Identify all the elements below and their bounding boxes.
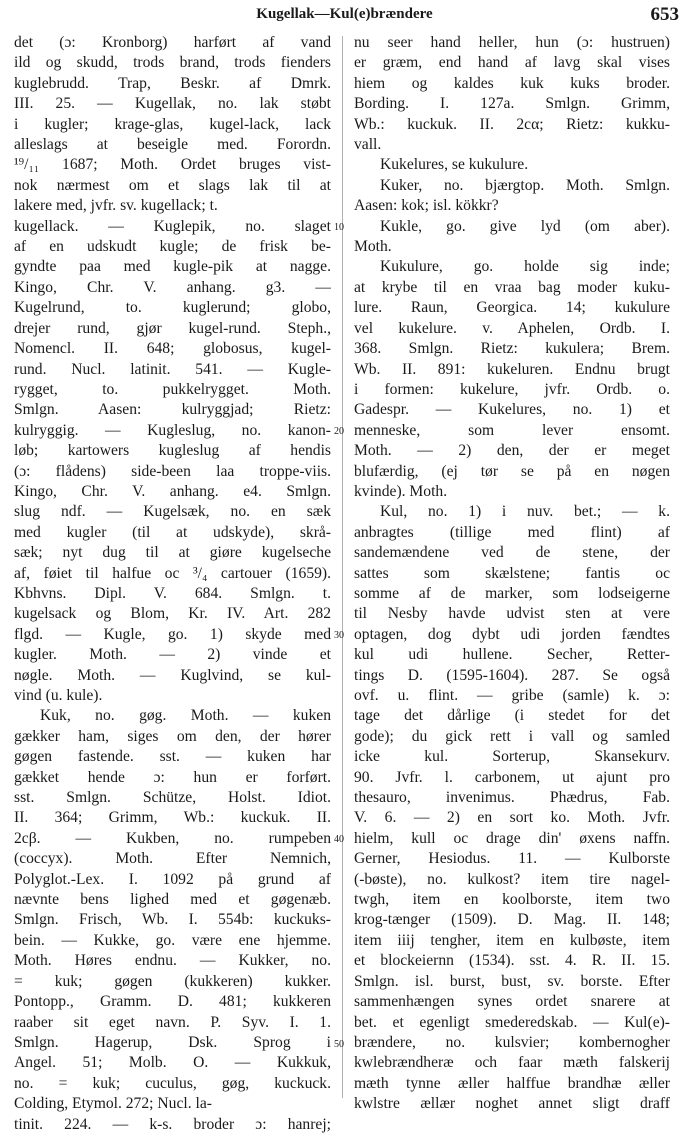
text-line: et blockeiernn (1534). sst. 4. R. II. 15. [354, 952, 670, 970]
text-line: i formen: kukelure, jvfr. Ordb. o. [354, 380, 670, 398]
text-line: til Nesby havde udvist sten at vere [354, 605, 670, 623]
text-line: Smlgn. Aasen: kulryggjad; Rietz: [14, 401, 331, 419]
text-line: no. = kuk; cuculus, gøg, kuckuck. [14, 1074, 331, 1092]
text-line: lakere med, jvfr. sv. kugellack; t. [14, 197, 218, 215]
text-line: Kuk, no. gøg. Moth. — kuken [40, 707, 331, 725]
text-line: Nomencl. II. 648; globosus, kugel- [14, 340, 331, 358]
text-line: hiem og kaldes kuk kuks broder. [354, 74, 670, 92]
text-line: gækker ham, siges om den, der hører [14, 727, 331, 745]
text-line: sandemændene ved de stene, der [354, 544, 670, 562]
text-line: kvinde). Moth. [354, 482, 448, 500]
text-line: hielm, kull oc drage din' øxens naffn. [354, 829, 670, 847]
text-line: nævnte bens lighed med et gøgenæb. [14, 891, 331, 909]
text-line: bet. et egenligt smederedskab. — Kul(e)- [354, 1013, 670, 1031]
text-line: sæk; nyt dug til at giøre kugelseche [14, 544, 331, 562]
text-line: krog-tænger (1509). D. Mag. II. 148; [354, 911, 670, 929]
text-line: raaber sit eget navn. P. Syv. I. 1. [14, 1013, 331, 1031]
text-line: Kingo, Chr. V. anhang. e4. Smlgn. [14, 482, 331, 500]
text-line: Smlgn. Hagerup, Dsk. Sprog i [14, 1033, 331, 1051]
text-line: item iiij tengher, item en kulbøste, item [354, 931, 670, 949]
text-line: alleslags at beseigle med. Forordn. [14, 136, 331, 154]
text-line: Pontopp., Gramm. D. 481; kukkeren [14, 993, 331, 1011]
line-number: 10 [334, 221, 344, 233]
text-line: somme af de marker, som lodseigerne [354, 584, 670, 602]
text-line: kugellack. — Kuglepik, no. slaget [14, 217, 331, 235]
text-line: Moth. — 2) den, der er meget [354, 442, 670, 460]
text-line: kwlebrændheræ och faar mæth falskerij [354, 1054, 670, 1072]
left-column [14, 33, 331, 1135]
text-line: nu seer hand heller, hun (ɔ: hustruen) [354, 34, 670, 51]
text-line: i kugler; krage-glas, kugel-lack, lack [14, 115, 331, 133]
text-line: (-bøste), no. kulkost? item tire nagel- [354, 870, 670, 888]
text-line: Moth. [354, 238, 392, 256]
text-line: kwlstre ællær noghet annet sligt draff [354, 1095, 670, 1113]
text-line: det (ɔ: Kronborg) harført af vand [14, 34, 331, 51]
text-line: kul udi hullene. Secher, Retter- [354, 646, 670, 664]
text-line: med kugler (til at udskyde), skrå- [14, 523, 331, 541]
text-line: at krybe til en vraa bag moder kuku- [354, 278, 670, 296]
text-line: kulryggig. — Kugleslug, no. kanon- [14, 421, 331, 439]
text-line: twgh, item en koolborste, item two [354, 891, 670, 909]
text-line: Angel. 51; Molb. O. — Kukkuk, [14, 1054, 331, 1072]
text-line: gækket hende ɔ: hun er forført. [14, 768, 331, 786]
text-line: Kukle, go. give lyd (om aber). [380, 217, 670, 235]
text-line: af en udskudt kugle; de frisk be- [14, 238, 331, 256]
text-line: (coccyx). Moth. Efter Nemnich, [14, 850, 331, 868]
text-line: optagen, dog dybt udi jorden fændtes [354, 625, 670, 643]
text-line: drejer rund, gjør kugel-rund. Steph., [14, 319, 331, 337]
text-line: 2cβ. — Kukben, no. rumpeben [14, 829, 331, 847]
text-line: thesauro, invenimus. Phædrus, Fab. [354, 789, 670, 807]
text-line: gøgen fastende. sst. — kuken har [14, 748, 331, 766]
text-line: blufærdig, (ej tør se på en nøgen [354, 462, 670, 480]
text-line: Bording. I. 127a. Smlgn. Grimm, [354, 95, 670, 113]
text-line: Kbhvns. Dipl. V. 684. Smlgn. t. [14, 584, 331, 602]
line-number: 40 [334, 834, 344, 846]
text-line: gode); du gick rett i vall og samled [354, 727, 670, 745]
text-line: kugelsack og Blom, Kr. IV. Art. 282 [14, 605, 331, 623]
text-line: 90. Jvfr. l. carbonem, ut ajunt pro [354, 768, 670, 786]
text-line: ovf. u. flint. — gribe (samle) k. ɔ: [354, 687, 670, 704]
text-line: Kugelrund, to. kuglerund; globo, [14, 299, 331, 317]
text-line: II. 364; Grimm, Wb.: kuckuk. II. [14, 809, 331, 827]
text-line: vall. [354, 136, 382, 154]
running-header [0, 4, 689, 26]
text-line: V. 6. — 2) en sort ko. Moth. Jvfr. [354, 809, 670, 827]
text-line: rygget, to. pukkelrygget. Moth. [14, 380, 331, 398]
text-line: Aasen: kok; isl. kökkr? [354, 197, 499, 215]
line-number: 20 [334, 425, 344, 437]
right-column [354, 33, 670, 1115]
text-line: er græm, end hand af lavg skal vises [354, 54, 670, 72]
text-line: rund. Nucl. latinit. 541. — Kugle- [14, 360, 331, 378]
text-line: gyndte paa med kugle-pik at nagge. [14, 258, 331, 276]
text-line: lure. Raun, Georgica. 14; kukulure [354, 299, 670, 317]
text-line: tage det dårlige (i stedet for det [354, 707, 670, 725]
text-line: vel kukelure. v. Aphelen, Ordb. I. [354, 319, 670, 337]
text-line: bein. — Kukke, go. være ene hjemme. [14, 931, 331, 949]
text-line: brændere, no. kulsvier; kombernogher [354, 1033, 670, 1051]
text-line: Polyglot.-Lex. I. 1092 på grund af [14, 870, 331, 888]
text-line: menneske, som lever ensomt. [354, 421, 670, 439]
text-line: Kul, no. 1) i nuv. bet.; — k. [380, 503, 670, 521]
text-line: Gerner, Hesiodus. 11. — Kulborste [354, 850, 670, 868]
text-line: Smlgn. Frisch, Wb. I. 554b: kuckuks- [14, 911, 331, 929]
text-line: icke kul. Sorterup, Skansekurv. [354, 748, 670, 766]
text-line: løb; kartowers kugleslug af hendis [14, 442, 331, 460]
page-number: 653 [650, 4, 679, 25]
line-number: 30 [334, 630, 344, 642]
text-line: nok nærmest om et slags lak til at [14, 176, 331, 194]
text-line: Kukelures, se kukulure. [380, 156, 529, 174]
text-line: 368. Smlgn. Rietz: kukulera; Brem. [354, 340, 670, 358]
text-line: (ɔ: flådens) side-been laa troppe-viis. [14, 462, 331, 480]
text-line: sattes som skælstene; fantis oc [354, 564, 670, 582]
line-number: 50 [334, 1038, 344, 1050]
text-line: = kuk; gøgen (kukkeren) kukker. [14, 972, 331, 990]
text-line: Moth. Høres endnu. — Kukker, no. [14, 952, 331, 970]
text-line: Gadespr. — Kukelures, no. 1) et [354, 401, 670, 419]
text-line: sst. Smlgn. Schütze, Holst. Idiot. [14, 789, 331, 807]
text-line: Smlgn. isl. burst, bust, sv. borste. Efter [354, 972, 670, 990]
text-line: vind (u. kule). [14, 687, 103, 704]
text-line: Colding, Etymol. 272; Nucl. la- [14, 1095, 212, 1113]
text-line: mæth tynne æller halffue brandhæ æller [354, 1074, 670, 1092]
text-line: Wb. II. 891: kukeluren. Endnu brugt [354, 360, 670, 378]
text-line: sammenhængen synes ordet snarere at [354, 993, 670, 1011]
text-line: flgd. — Kugle, go. 1) skyde med [14, 625, 331, 643]
header-title: Kugellak—Kul(e)brændere [256, 6, 433, 22]
text-line: anbragtes (tillige med flint) af [354, 523, 670, 541]
text-line: nøgle. Moth. — Kuglvind, se kul- [14, 666, 331, 684]
text-line: kugler. Moth. — 2) vinde et [14, 646, 331, 664]
text-line: Kukulure, go. holde sig inde; [380, 258, 670, 276]
text-line: af, føiet til halfue oc ³/₄ cartouer (1659). [14, 564, 331, 582]
text-line: slug ndf. — Kugelsæk, no. en sæk [14, 503, 331, 521]
text-line: tings D. (1595-1604). 287. Se også [354, 666, 670, 684]
text-line: tinit. 224. — k-s. broder ɔ: hanrej; [14, 1115, 331, 1133]
column-divider [342, 36, 343, 1098]
text-line: III. 25. — Kugellak, no. lak støbt [14, 95, 331, 113]
text-line: kuglebrudd. Trap, Beskr. af Dmrk. [14, 74, 331, 92]
text-line: Kingo, Chr. V. anhang. g3. — [14, 278, 331, 296]
text-line: Wb.: kuckuk. II. 2cα; Rietz: kukku- [354, 115, 670, 133]
text-line: Kuker, no. bjærgtop. Moth. Smlgn. [380, 176, 670, 194]
text-line: ild og skudd, trods brand, trods fienders [14, 54, 331, 72]
text-line: ¹⁹/₁₁ 1687; Moth. Ordet bruges vist- [14, 156, 331, 174]
